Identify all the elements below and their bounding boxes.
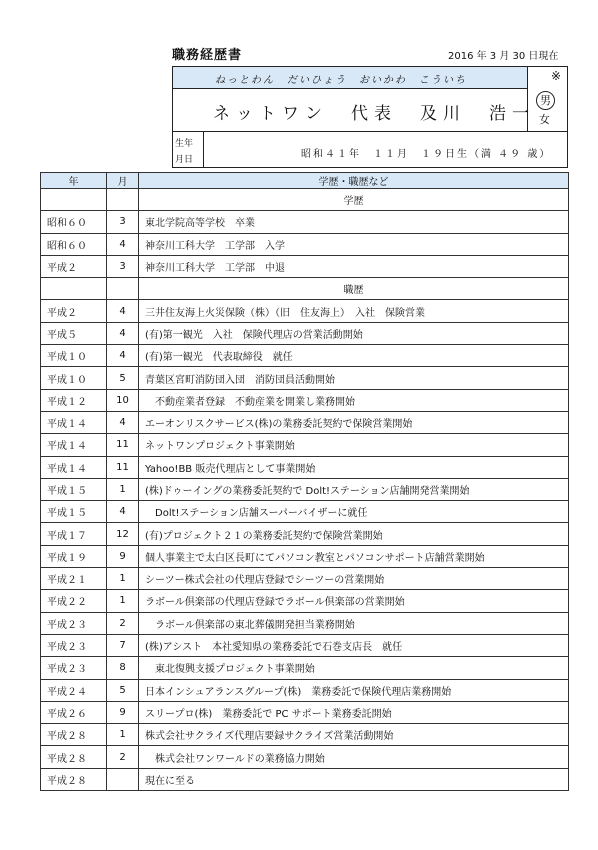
document-title: 職務経歴書 (172, 48, 243, 63)
row-year: 平成２ (41, 255, 107, 277)
table-row (41, 590, 569, 612)
row-year: 平成１０ (41, 367, 107, 389)
birth-date-box (172, 132, 568, 168)
row-month: 4 (107, 501, 139, 523)
row-detail: エーオンリスクサービス(株)の業務委託契約で保険営業開始 (139, 411, 569, 433)
table-row (41, 300, 569, 322)
row-year: 平成１４ (41, 456, 107, 478)
table-row (41, 322, 569, 344)
history-table (40, 172, 569, 791)
empty-cell (107, 189, 139, 211)
header-year: 年 (41, 173, 107, 189)
row-month: 3 (107, 211, 139, 233)
work-heading-row (41, 278, 569, 300)
birth-label-line1: 生年 (175, 139, 194, 149)
row-detail: 神奈川工科大学 工学部 入学 (139, 233, 569, 255)
table-row (41, 389, 569, 411)
row-detail: ラボール倶楽部の東北葬儀開発担当業務開始 (139, 612, 569, 634)
row-month: 7 (107, 634, 139, 656)
empty-cell (41, 278, 107, 300)
row-month: 5 (107, 679, 139, 701)
row-detail: Dolt!ステーション店舗スーパーバイザーに就任 (139, 501, 569, 523)
row-month: 4 (107, 411, 139, 433)
table-row (41, 255, 569, 277)
row-detail: (有)プロジェクト２１の業務委託契約で保険営業開始 (139, 523, 569, 545)
table-row (41, 634, 569, 656)
table-row (41, 211, 569, 233)
row-year: 平成２８ (41, 768, 107, 790)
row-year: 平成２３ (41, 612, 107, 634)
row-year: 平成５ (41, 322, 107, 344)
row-year: 平成２１ (41, 568, 107, 590)
row-detail: 株式会社サクライズ代理店要録サクライズ営業活動開始 (139, 724, 569, 746)
table-row (41, 657, 569, 679)
row-detail: 個人事業主で太白区長町にてパソコン教室とパソコンサポート店舗営業開始 (139, 545, 569, 567)
row-month: 11 (107, 434, 139, 456)
row-detail: 三井住友海上火災保険（株）（旧 住友海上） 入社 保険営業 (139, 300, 569, 322)
name-box (172, 66, 568, 132)
gender-cell (529, 67, 567, 131)
row-month: 1 (107, 478, 139, 500)
work-heading: 職歴 (139, 278, 569, 300)
history-table-body (41, 189, 569, 791)
row-year: 平成２３ (41, 634, 107, 656)
row-detail: 東北復興支援プロジェクト事業開始 (139, 657, 569, 679)
row-month: 4 (107, 300, 139, 322)
row-year: 昭和６０ (41, 211, 107, 233)
table-row (41, 523, 569, 545)
row-month: 2 (107, 746, 139, 768)
table-row (41, 501, 569, 523)
education-heading-row (41, 189, 569, 211)
note-mark: ※ (551, 69, 562, 83)
row-month: 1 (107, 590, 139, 612)
table-row (41, 367, 569, 389)
row-detail: 日本インシュアランスグループ(株) 業務委託で保険代理店業務開始 (139, 679, 569, 701)
name-row (173, 89, 535, 132)
row-month: 12 (107, 523, 139, 545)
row-detail: Yahoo!BB 販売代理店として事業開始 (139, 456, 569, 478)
row-year: 平成２６ (41, 701, 107, 723)
empty-cell (41, 189, 107, 211)
row-year: 平成１５ (41, 478, 107, 500)
row-month: 2 (107, 612, 139, 634)
row-year: 昭和６０ (41, 233, 107, 255)
row-detail: 現在に至る (139, 768, 569, 790)
gender-female: 女 (539, 113, 550, 126)
row-year: 平成２４ (41, 679, 107, 701)
name-furigana: ねっとわん だいひょう おいかわ こういち (215, 75, 467, 86)
table-row (41, 345, 569, 367)
row-detail: スリープロ(株) 業務委託で PC サポート業務委託開始 (139, 701, 569, 723)
row-year: 平成１４ (41, 434, 107, 456)
table-row (41, 545, 569, 567)
row-year: 平成１０ (41, 345, 107, 367)
row-year: 平成１２ (41, 389, 107, 411)
row-detail: ラボール倶楽部の代理店登録でラボール倶楽部の営業開始 (139, 590, 569, 612)
row-month: 9 (107, 545, 139, 567)
table-row (41, 233, 569, 255)
row-year: 平成１７ (41, 523, 107, 545)
table-row (41, 612, 569, 634)
row-detail: (有)第一観光 入社 保険代理店の営業活動開始 (139, 322, 569, 344)
row-month: 10 (107, 389, 139, 411)
row-month: 8 (107, 657, 139, 679)
row-year: 平成１５ (41, 501, 107, 523)
row-detail: (株)アシスト 本社愛知県の業務委託で石巻支店長 就任 (139, 634, 569, 656)
row-month: 1 (107, 568, 139, 590)
birth-date-value: 昭和４１年 １１月 １９日生（満 ４９ 歳） (301, 149, 552, 160)
row-year: 平成１４ (41, 411, 107, 433)
table-row (41, 434, 569, 456)
row-month: 3 (107, 255, 139, 277)
row-year: 平成２８ (41, 724, 107, 746)
header-month: 月 (107, 173, 139, 189)
row-month: 9 (107, 701, 139, 723)
row-month: 4 (107, 233, 139, 255)
table-row (41, 478, 569, 500)
row-detail: (株)ドゥーイングの業務委託契約で Dolt!ステーション店舗開発営業開始 (139, 478, 569, 500)
row-month: 11 (107, 456, 139, 478)
row-detail: シーツー株式会社の代理店登録でシーツーの営業開始 (139, 568, 569, 590)
row-month: 1 (107, 724, 139, 746)
row-month: 4 (107, 322, 139, 344)
row-detail: 株式会社ワンワールドの業務協力開始 (139, 746, 569, 768)
row-month: 4 (107, 345, 139, 367)
row-month: 5 (107, 367, 139, 389)
table-row (41, 411, 569, 433)
row-year: 平成１９ (41, 545, 107, 567)
row-detail: 青葉区宮町消防団入団 消防団員活動開始 (139, 367, 569, 389)
table-header-row (41, 173, 569, 189)
table-row (41, 724, 569, 746)
row-year: 平成２８ (41, 746, 107, 768)
row-month (107, 768, 139, 790)
table-row (41, 568, 569, 590)
row-year: 平成２２ (41, 590, 107, 612)
header-detail: 学歴・職歴など (139, 173, 569, 189)
education-heading: 学歴 (139, 189, 569, 211)
table-row (41, 746, 569, 768)
table-row (41, 456, 569, 478)
row-detail: ネットワンプロジェクト事業開始 (139, 434, 569, 456)
empty-cell (107, 278, 139, 300)
row-detail: 不動産業者登録 不動産業を開業し業務開始 (139, 389, 569, 411)
document-date: 2016 年 3 月 30 日現在 (448, 51, 559, 62)
table-row (41, 701, 569, 723)
row-detail: (有)第一観光 代表取締役 就任 (139, 345, 569, 367)
row-year: 平成２ (41, 300, 107, 322)
row-detail: 東北学院高等学校 卒業 (139, 211, 569, 233)
full-name: ネットワン 代表 及川 浩一 (213, 104, 535, 124)
table-row (41, 768, 569, 790)
birth-date-label (173, 132, 204, 167)
row-year: 平成２３ (41, 657, 107, 679)
furigana-row (173, 67, 528, 89)
gender-male-circled: 男 (536, 91, 555, 110)
row-detail: 神奈川工科大学 工学部 中退 (139, 255, 569, 277)
birth-label-line2: 月日 (175, 155, 194, 165)
table-row (41, 679, 569, 701)
